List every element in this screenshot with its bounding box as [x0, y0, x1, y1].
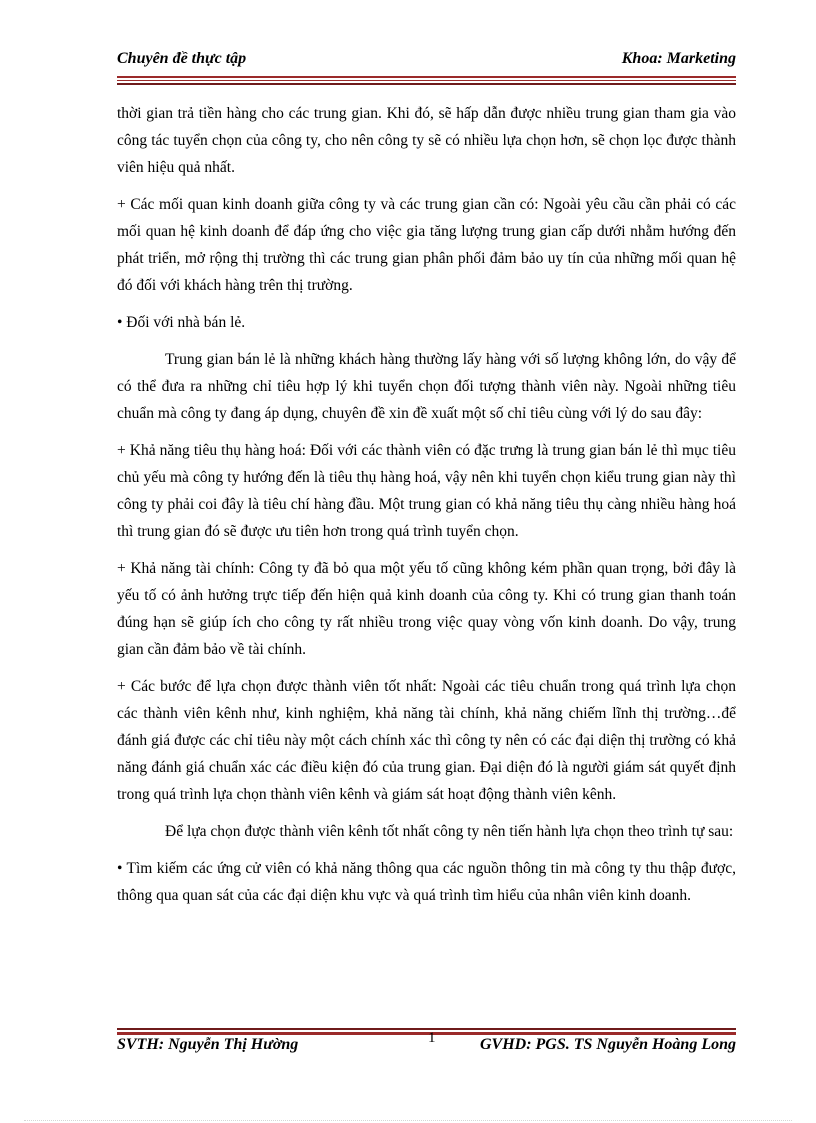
paragraph: + Khả năng tiêu thụ hàng hoá: Đối với các thành viên có đặc trưng là trung gian bán lẻ thì mục tiêu chủ yếu mà công ty hướng đến là tiêu thụ hàng hoá, vậy nên khi tuyển chọn kiểu trung gian này thì công ty phải coi đây là tiêu chí hàng đầu. Một trung gian có khả năng tiêu thụ càng nhiều hàng hoá thì trung gian đó sẽ được ưu tiên hơn trong quá trình tuyển chọn. [117, 442, 736, 540]
document-body [117, 100, 736, 919]
paragraph: Để lựa chọn được thành viên kênh tốt nhất công ty nên tiến hành lựa chọn theo trình tự sau: [165, 823, 734, 840]
paragraph: + Khả năng tài chính: Công ty đã bỏ qua một yếu tố cũng không kém phần quan trọng, bởi đây là yếu tố có ảnh hưởng trực tiếp đến hiện quả kinh doanh của công ty. Khi có trung gian thanh toán đúng hạn sẽ giúp ích cho công ty rất nhiều trong việc quay vòng vốn kinh doanh. Do vậy, trung gian cần đảm bảo về tài chính. [117, 560, 736, 658]
paragraph: + Các mối quan kinh doanh giữa công ty và các trung gian cần có: Ngoài yêu cầu cần phải có các mối quan hệ kinh doanh để đáp ứng cho việc gia tăng lượng trung gian cấp dưới nhằm hướng đến phát triển, mở rộng thị trường thì các trung gian phân phối đảm bảo uy tín của những mối quan hệ đó đối với khách hàng trên thị trường. [117, 196, 736, 294]
footer-rule [117, 1026, 736, 1035]
paragraph: • Đối với nhà bán lẻ. [117, 314, 246, 331]
header-left: Chuyên đề thực tập [117, 50, 247, 67]
footer-right: GVHD: PGS. TS Nguyễn Hoàng Long [479, 1036, 736, 1053]
footer-left: SVTH: Nguyễn Thị Hường [117, 1036, 299, 1053]
paragraph: thời gian trả tiền hàng cho các trung gian. Khi đó, sẽ hấp dẫn được nhiều trung gian tham gia vào công tác tuyển chọn của công ty, cho nên công ty sẽ có nhiều lựa chọn hơn, sẽ chọn lọc được thành viên hiệu quả nhất. [117, 105, 736, 176]
paragraph: + Các bước để lựa chọn được thành viên tốt nhất: Ngoài các tiêu chuẩn trong quá trình lựa chọn các thành viên kênh như, kinh nghiệm, khả năng tài chính, khả năng chiếm lĩnh thị trường…để đánh giá được các chỉ tiêu này một cách chính xác thì công ty nên có các đại diện thị trường có khả năng đánh giá chuẩn xác các điều kiện đó của trung gian. Đại diện đó là người giám sát quyết định trong quá trình lựa chọn thành viên kênh và giám sát hoạt động thành viên kênh. [117, 678, 736, 803]
page-border [24, 1120, 792, 1121]
page-number: 1 [428, 1030, 436, 1046]
paragraph: Trung gian bán lẻ là những khách hàng thường lấy hàng với số lượng không lớn, do vậy để có thể đưa ra những chỉ tiêu hợp lý khi tuyển chọn đối tượng thành viên này. Ngoài những tiêu chuẩn mà công ty đang áp dụng, chuyên đề xin đề xuất một số chỉ tiêu cùng với lý do sau đây: [117, 351, 736, 422]
header-right: Khoa: Marketing [621, 50, 736, 67]
page-footer [117, 1036, 736, 1060]
header-rule [117, 76, 736, 85]
page-header [117, 46, 736, 74]
paragraph: • Tìm kiếm các ứng cử viên có khả năng thông qua các nguồn thông tin mà công ty thu thập được, thông qua quan sát của các đại diện khu vực và quá trình tìm hiểu của nhân viên kinh doanh. [117, 860, 736, 904]
